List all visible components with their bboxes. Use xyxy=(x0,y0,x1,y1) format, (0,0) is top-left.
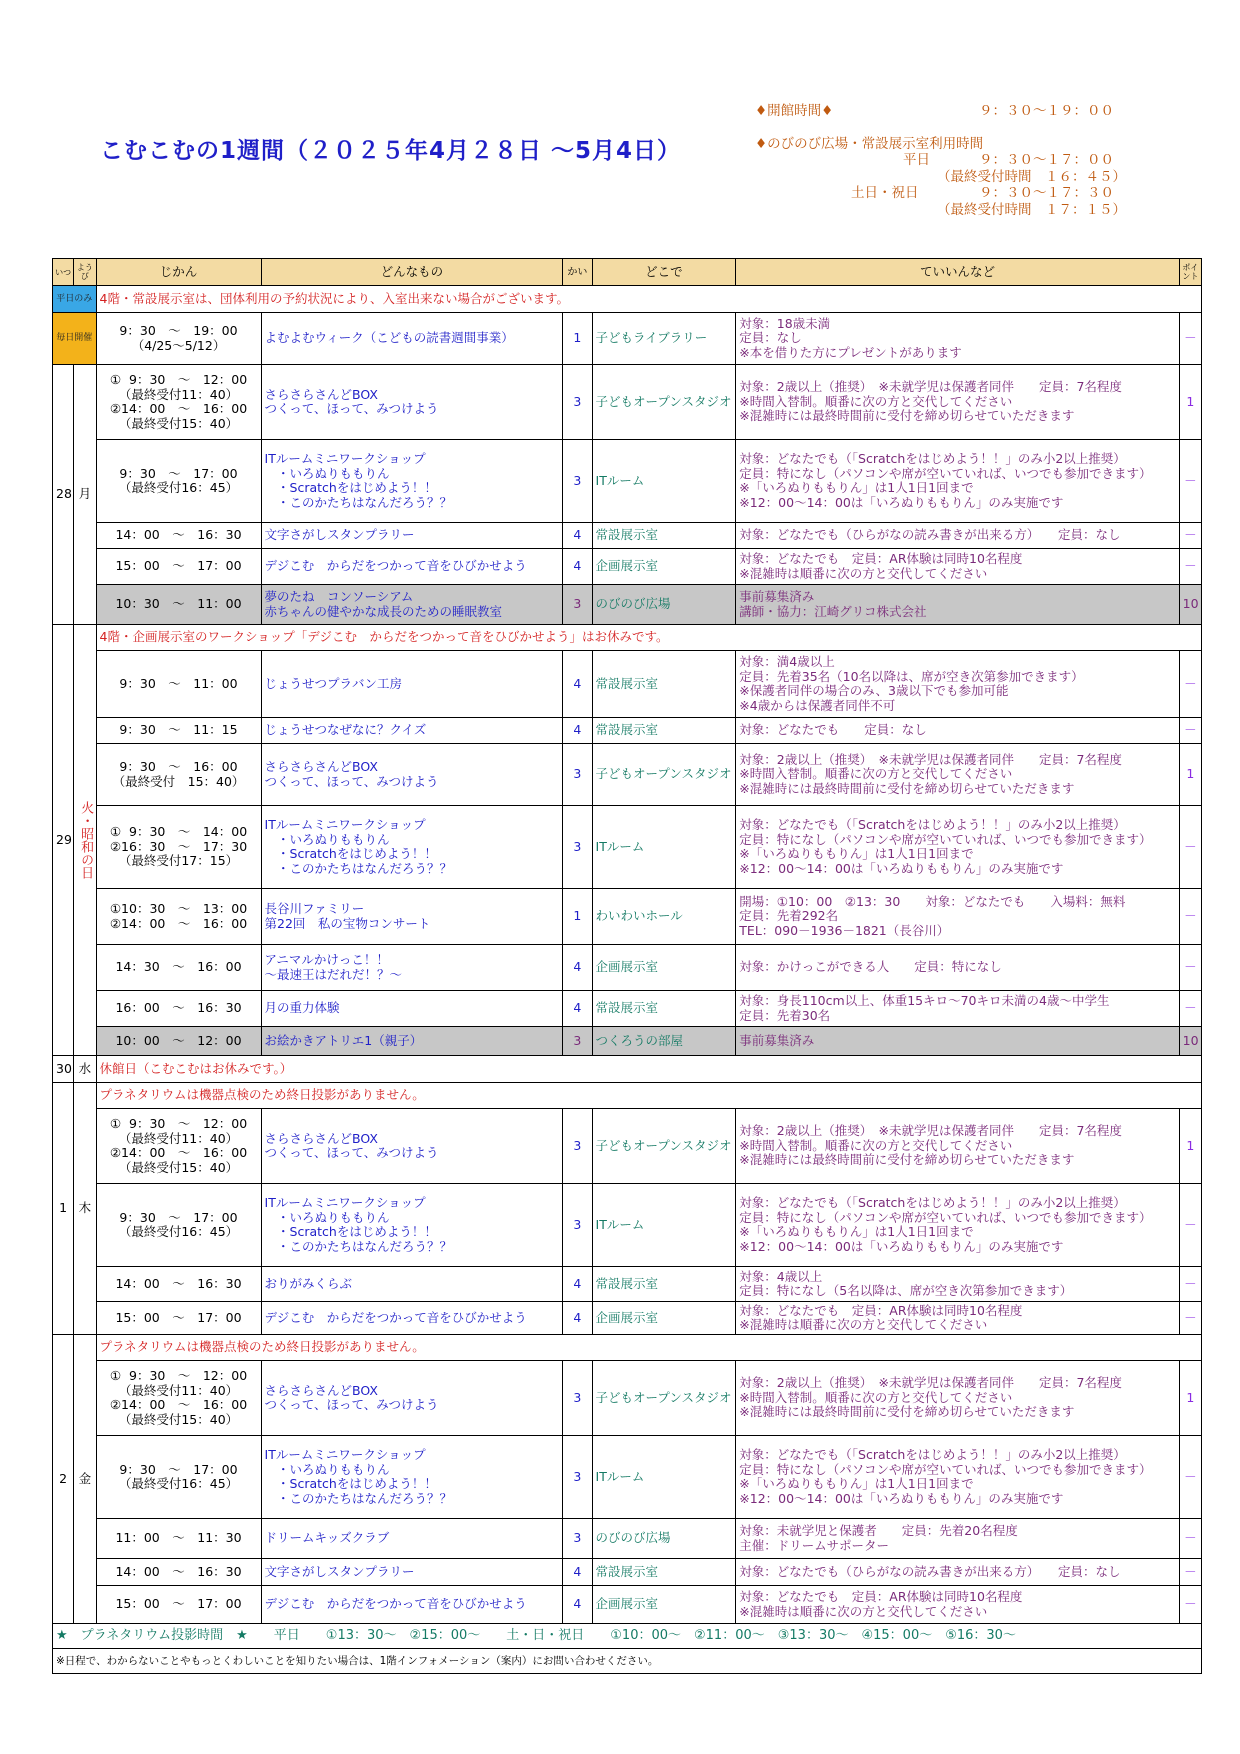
event-place: 企画展示室 xyxy=(592,1302,736,1335)
table-row xyxy=(53,1184,1202,1267)
event-floor: 4 xyxy=(563,718,592,744)
event-place: 子どもオープンスタジオ xyxy=(592,365,736,440)
header-youbi: ようび xyxy=(74,259,96,286)
event-time: 14：00 ～ 16：30 xyxy=(96,523,261,549)
event-point: 1 xyxy=(1179,744,1201,806)
event-info: 対象：2歳以上（推奨） ※未就学児は保護者同伴 定員：7名程度 ※時間入替制。順番に次の方と交代してください ※混雑時には最終時間前に受付を締め切らせていただきます xyxy=(736,1361,1179,1436)
header-row xyxy=(53,259,1202,286)
weekday-only-tag: 平日のみ xyxy=(53,286,97,313)
event-floor: 3 xyxy=(563,1184,592,1267)
event-time: 15：00 ～ 17：00 xyxy=(96,549,261,585)
table-row xyxy=(53,1267,1202,1302)
event-point: － xyxy=(1179,806,1201,889)
event-place: 企画展示室 xyxy=(592,945,736,991)
event-info: 対象：どなたでも（「Scratchをはじめよう！！」のみ小2以上推奨） 定員：特になし（パソコンや席が空いていれば、いつでも参加できます） ※「いろぬりももりん」は1人1日1回まで ※12：00～14：00は「いろぬりももりん」のみ実施です xyxy=(736,806,1179,889)
event-point: － xyxy=(1179,718,1201,744)
event-point: － xyxy=(1179,1436,1201,1519)
event-place: ITルーム xyxy=(592,1436,736,1519)
event-floor: 3 xyxy=(563,1361,592,1436)
holiday-last: （最終受付時間 １７：１５） xyxy=(937,201,1126,218)
weekday-time: ９：３０～１７：００ xyxy=(979,152,1114,168)
event-time: 10：30 ～ 11：00 xyxy=(96,585,261,625)
event-point: － xyxy=(1179,313,1201,365)
event-point: 10 xyxy=(1179,585,1201,625)
event-point: － xyxy=(1179,889,1201,945)
event-floor: 4 xyxy=(563,1267,592,1302)
event-floor: 4 xyxy=(563,1302,592,1335)
event-place: ITルーム xyxy=(592,1184,736,1267)
area-label: ♦のびのび広場・常設展示室利用時間 xyxy=(755,135,984,152)
table-row xyxy=(53,1361,1202,1436)
event-name: さらさらさんどBOX つくって、ほって、みつけよう xyxy=(261,744,563,806)
weekday-label: 平日 xyxy=(903,152,930,168)
header-teiin: ていいんなど xyxy=(736,259,1179,286)
event-name: さらさらさんどBOX つくって、ほって、みつけよう xyxy=(261,1361,563,1436)
event-floor: 3 xyxy=(563,585,592,625)
weekday-notice-row xyxy=(53,286,1202,313)
event-place: ITルーム xyxy=(592,806,736,889)
event-floor: 4 xyxy=(563,945,592,991)
event-point: － xyxy=(1179,440,1201,523)
event-info: 対象：どなたでも（「Scratchをはじめよう！！」のみ小2以上推奨） 定員：特になし（パソコンや席が空いていれば、いつでも参加できます） ※「いろぬりももりん」は1人1日1回まで ※12：00～14：00は「いろぬりももりん」のみ実施です xyxy=(736,1184,1179,1267)
weekday: 月 xyxy=(74,365,96,625)
weekday-notice: 4階・常設展示室は、団体利用の予約状況により、入室出来ない場合がございます。 xyxy=(96,286,1201,313)
event-place: 常設展示室 xyxy=(592,1267,736,1302)
holiday-time: ９：３０～１７：３０ xyxy=(979,185,1114,201)
event-name: お絵かきアトリエ1（親子） xyxy=(261,1027,563,1056)
day-notice: プラネタリウムは機器点検のため終日投影がありません。 xyxy=(96,1335,1201,1361)
event-name: 夢のたね コンソーシアム 赤ちゃんの健やかな成長のための睡眠教室 xyxy=(261,585,563,625)
page-title: こむこむの1週間（２０２５年4月２８日 ～5月4日） xyxy=(100,138,682,164)
event-name: ドリームキッズクラブ xyxy=(261,1519,563,1559)
event-place: 企画展示室 xyxy=(592,549,736,585)
event-floor: 4 xyxy=(563,991,592,1027)
event-time: 9：30 ～ 19：00 （4/25～5/12） xyxy=(96,313,261,365)
opening-hours xyxy=(755,103,1175,218)
event-info: 対象：2歳以上（推奨） ※未就学児は保護者同伴 定員：7名程度 ※時間入替制。順番に次の方と交代してください ※混雑時には最終時間前に受付を締め切らせていただきます xyxy=(736,744,1179,806)
table-row xyxy=(53,523,1202,549)
holiday-label: 土日・祝日 xyxy=(851,185,919,201)
open-time: ９：３０～１９：００ xyxy=(979,103,1114,119)
event-info: 対象：どなたでも（「Scratchをはじめよう！！」のみ小2以上推奨） 定員：特になし（パソコンや席が空いていれば、いつでも参加できます） ※「いろぬりももりん」は1人1日1回まで ※12：00～14：00は「いろぬりももりん」のみ実施です xyxy=(736,1436,1179,1519)
event-floor: 1 xyxy=(563,313,592,365)
event-info: 対象：満4歳以上 定員：先着35名（10名以降は、席が空き次第参加できます） ※保護者同伴の場合のみ、3歳以下でも参加可能 ※4歳からは保護者同伴不可 xyxy=(736,651,1179,718)
event-point: － xyxy=(1179,1586,1201,1624)
event-point: － xyxy=(1179,549,1201,585)
day-notice-row xyxy=(53,1335,1202,1361)
event-point: － xyxy=(1179,1267,1201,1302)
event-point: － xyxy=(1179,1559,1201,1586)
event-time: 9：30 ～ 16：00 （最終受付 15：40） xyxy=(96,744,261,806)
table-row xyxy=(53,440,1202,523)
weekday: 金 xyxy=(74,1335,96,1624)
event-point: － xyxy=(1179,991,1201,1027)
planetarium-times: ★ プラネタリウム投影時間 ★ 平日 ①13：30～ ②15：00～ 土・日・祝日 ①10：00～ ②11：00～ ③13：30～ ④15：00～ ⑤16：30～ xyxy=(53,1624,1202,1649)
event-name: 長谷川ファミリー 第22回 私の宝物コンサート xyxy=(261,889,563,945)
event-place: 子どもオープンスタジオ xyxy=(592,744,736,806)
table-row xyxy=(53,1519,1202,1559)
day-number: 30 xyxy=(53,1056,74,1083)
event-point: 1 xyxy=(1179,365,1201,440)
table-row xyxy=(53,806,1202,889)
event-info: 対象：2歳以上（推奨） ※未就学児は保護者同伴 定員：7名程度 ※時間入替制。順番に次の方と交代してください ※混雑時には最終時間前に受付を締め切らせていただきます xyxy=(736,365,1179,440)
event-point: － xyxy=(1179,1184,1201,1267)
event-info: 対象：かけっこができる人 定員：特になし xyxy=(736,945,1179,991)
event-time: ① 9：30 ～ 14：00 ②16：30 ～ 17：30 （最終受付17：15） xyxy=(96,806,261,889)
header-point: ポイント xyxy=(1179,259,1201,286)
event-name: ITルームミニワークショップ ・いろぬりももりん ・Scratchをはじめよう！！ ・このかたちはなんだろう？？ xyxy=(261,1184,563,1267)
event-place: 子どもオープンスタジオ xyxy=(592,1109,736,1184)
event-name: よむよむウィーク（こどもの読書週間事業） xyxy=(261,313,563,365)
event-time: 15：00 ～ 17：00 xyxy=(96,1586,261,1624)
event-place: 子どもオープンスタジオ xyxy=(592,1361,736,1436)
day-notice-row xyxy=(53,625,1202,651)
event-time: 9：30 ～ 17：00 （最終受付16：45） xyxy=(96,440,261,523)
event-floor: 4 xyxy=(563,549,592,585)
table-row xyxy=(53,991,1202,1027)
event-place: 常設展示室 xyxy=(592,651,736,718)
event-info: 事前募集済み 講師・協力：江崎グリコ株式会社 xyxy=(736,585,1179,625)
weekday-holiday-label: 火・昭和の日 xyxy=(78,801,94,879)
day-notice: 4階・企画展示室のワークショップ「デジこむ からだをつかって音をひびかせよう」はお休みです。 xyxy=(96,625,1201,651)
event-floor: 3 xyxy=(563,1436,592,1519)
event-info: 開場：①10：00 ②13：30 対象：どなたでも 入場料：無料 定員：先着292名 TEL：090－1936－1821（長谷川） xyxy=(736,889,1179,945)
event-point: － xyxy=(1179,1302,1201,1335)
table-row xyxy=(53,651,1202,718)
event-info: 事前募集済み xyxy=(736,1027,1179,1056)
weekday: 水 xyxy=(74,1056,96,1083)
event-floor: 1 xyxy=(563,889,592,945)
event-info: 対象：2歳以上（推奨） ※未就学児は保護者同伴 定員：7名程度 ※時間入替制。順番に次の方と交代してください ※混雑時には最終時間前に受付を締め切らせていただきます xyxy=(736,1109,1179,1184)
event-floor: 4 xyxy=(563,523,592,549)
daily-row xyxy=(53,313,1202,365)
table-row xyxy=(53,945,1202,991)
header-kai: かい xyxy=(563,259,592,286)
table-row xyxy=(53,744,1202,806)
event-floor: 3 xyxy=(563,806,592,889)
day-notice: プラネタリウムは機器点検のため終日投影がありません。 xyxy=(96,1083,1201,1109)
weekday: 木 xyxy=(74,1083,96,1335)
event-floor: 3 xyxy=(563,365,592,440)
event-time: 9：30 ～ 11：00 xyxy=(96,651,261,718)
footnote: ※日程で、わからないことやもっとくわしいことを知りたい場合は、1階インフォメーション（案内）にお問い合わせください。 xyxy=(53,1649,1202,1674)
event-point: 10 xyxy=(1179,1027,1201,1056)
event-place: 子どもライブラリー xyxy=(592,313,736,365)
event-point: － xyxy=(1179,1519,1201,1559)
event-info: 対象：未就学児と保護者 定員：先着20名程度 主催：ドリームサポーター xyxy=(736,1519,1179,1559)
event-floor: 3 xyxy=(563,1519,592,1559)
day-number: 28 xyxy=(53,365,74,625)
event-time: 14：00 ～ 16：30 xyxy=(96,1267,261,1302)
day-number: 2 xyxy=(53,1335,74,1624)
event-place: つくろうの部屋 xyxy=(592,1027,736,1056)
table-row xyxy=(53,1302,1202,1335)
event-info: 対象：どなたでも（ひらがなの読み書きが出来る方） 定員：なし xyxy=(736,523,1179,549)
day-notice-row xyxy=(53,1083,1202,1109)
event-place: 常設展示室 xyxy=(592,991,736,1027)
event-time: 10：00 ～ 12：00 xyxy=(96,1027,261,1056)
event-info: 対象：身長110cm以上、体重15キロ～70キロ未満の4歳～中学生 定員：先着30名 xyxy=(736,991,1179,1027)
event-place: 常設展示室 xyxy=(592,523,736,549)
event-info: 対象：どなたでも（ひらがなの読み書きが出来る方） 定員：なし xyxy=(736,1559,1179,1586)
event-place: 常設展示室 xyxy=(592,1559,736,1586)
event-info: 対象：どなたでも（「Scratchをはじめよう！！」のみ小2以上推奨） 定員：特になし（パソコンや席が空いていれば、いつでも参加できます） ※「いろぬりももりん」は1人1日1回まで ※12：00～14：00は「いろぬりももりん」のみ実施です xyxy=(736,440,1179,523)
header-donna: どんなもの xyxy=(261,259,563,286)
schedule-table xyxy=(52,258,1202,1674)
event-info: 対象：4歳以上 定員：特になし（5名以降は、席が空き次第参加できます） xyxy=(736,1267,1179,1302)
event-point: － xyxy=(1179,651,1201,718)
closed-day-row xyxy=(53,1056,1202,1083)
table-row xyxy=(53,1436,1202,1519)
event-floor: 3 xyxy=(563,744,592,806)
event-name: ITルームミニワークショップ ・いろぬりももりん ・Scratchをはじめよう！！ ・このかたちはなんだろう？？ xyxy=(261,806,563,889)
header-doko: どこで xyxy=(592,259,736,286)
table-row xyxy=(53,1109,1202,1184)
event-name: 文字さがしスタンプラリー xyxy=(261,523,563,549)
event-place: わいわいホール xyxy=(592,889,736,945)
event-point: 1 xyxy=(1179,1109,1201,1184)
event-time: 14：00 ～ 16：30 xyxy=(96,1559,261,1586)
header-itsu: いつ xyxy=(53,259,74,286)
table-row xyxy=(53,1559,1202,1586)
table-row xyxy=(53,1027,1202,1056)
event-place: のびのび広場 xyxy=(592,1519,736,1559)
weekday-last: （最終受付時間 １６：４５） xyxy=(937,168,1126,185)
day-number: 1 xyxy=(53,1083,74,1335)
header-jikan: じかん xyxy=(96,259,261,286)
event-name: じょうせつなぜなに？クイズ xyxy=(261,718,563,744)
event-info: 対象：18歳未満 定員：なし ※本を借りた方にプレゼントがあります xyxy=(736,313,1179,365)
event-floor: 3 xyxy=(563,1027,592,1056)
event-point: － xyxy=(1179,945,1201,991)
event-floor: 4 xyxy=(563,1586,592,1624)
event-time: 9：30 ～ 17：00 （最終受付16：45） xyxy=(96,1436,261,1519)
table-row xyxy=(53,889,1202,945)
open-label: ♦開館時間♦ xyxy=(755,103,834,119)
event-name: さらさらさんどBOX つくって、ほって、みつけよう xyxy=(261,365,563,440)
event-name: デジこむ からだをつかって音をひびかせよう xyxy=(261,1586,563,1624)
event-time: 11：00 ～ 11：30 xyxy=(96,1519,261,1559)
event-time: 14：30 ～ 16：00 xyxy=(96,945,261,991)
event-name: さらさらさんどBOX つくって、ほって、みつけよう xyxy=(261,1109,563,1184)
event-name: 月の重力体験 xyxy=(261,991,563,1027)
event-time: 16：00 ～ 16：30 xyxy=(96,991,261,1027)
event-name: ITルームミニワークショップ ・いろぬりももりん ・Scratchをはじめよう！！ ・このかたちはなんだろう？？ xyxy=(261,1436,563,1519)
footnote-row xyxy=(53,1649,1202,1674)
event-time: 9：30 ～ 17：00 （最終受付16：45） xyxy=(96,1184,261,1267)
event-time: 15：00 ～ 17：00 xyxy=(96,1302,261,1335)
event-name: 文字さがしスタンプラリー xyxy=(261,1559,563,1586)
event-name: デジこむ からだをつかって音をひびかせよう xyxy=(261,1302,563,1335)
planetarium-row xyxy=(53,1624,1202,1649)
closed-notice: 休館日（こむこむはお休みです。） xyxy=(96,1056,1201,1083)
day-number: 29 xyxy=(53,625,74,1056)
table-row xyxy=(53,585,1202,625)
event-name: おりがみくらぶ xyxy=(261,1267,563,1302)
event-name: デジこむ からだをつかって音をひびかせよう xyxy=(261,549,563,585)
event-time: ① 9：30 ～ 12：00 （最終受付11：40） ②14：00 ～ 16：00 （最終受付15：40） xyxy=(96,1109,261,1184)
event-place: のびのび広場 xyxy=(592,585,736,625)
event-time: ① 9：30 ～ 12：00 （最終受付11：40） ②14：00 ～ 16：00 （最終受付15：40） xyxy=(96,365,261,440)
event-name: じょうせつプラバン工房 xyxy=(261,651,563,718)
daily-tag: 毎日開催 xyxy=(53,313,97,365)
event-name: ITルームミニワークショップ ・いろぬりももりん ・Scratchをはじめよう！！ ・このかたちはなんだろう？？ xyxy=(261,440,563,523)
table-row xyxy=(53,1586,1202,1624)
event-place: 企画展示室 xyxy=(592,1586,736,1624)
table-row xyxy=(53,549,1202,585)
event-floor: 4 xyxy=(563,1559,592,1586)
event-floor: 3 xyxy=(563,440,592,523)
table-row xyxy=(53,718,1202,744)
event-point: － xyxy=(1179,523,1201,549)
event-name: アニマルかけっこ！！ ～最速王はだれだ！？～ xyxy=(261,945,563,991)
event-time: 9：30 ～ 11：15 xyxy=(96,718,261,744)
event-info: 対象：どなたでも 定員：なし xyxy=(736,718,1179,744)
event-info: 対象：どなたでも 定員：AR体験は同時10名程度 ※混雑時は順番に次の方と交代してください xyxy=(736,1586,1179,1624)
event-floor: 4 xyxy=(563,651,592,718)
event-floor: 3 xyxy=(563,1109,592,1184)
event-point: 1 xyxy=(1179,1361,1201,1436)
event-time: ① 9：30 ～ 12：00 （最終受付11：40） ②14：00 ～ 16：00 （最終受付15：40） xyxy=(96,1361,261,1436)
event-place: ITルーム xyxy=(592,440,736,523)
event-info: 対象：どなたでも 定員：AR体験は同時10名程度 ※混雑時は順番に次の方と交代してください xyxy=(736,549,1179,585)
weekday xyxy=(74,625,96,1056)
event-place: 常設展示室 xyxy=(592,718,736,744)
event-info: 対象：どなたでも 定員：AR体験は同時10名程度 ※混雑時は順番に次の方と交代してください xyxy=(736,1302,1179,1335)
table-row xyxy=(53,365,1202,440)
event-time: ①10：30 ～ 13：00 ②14：00 ～ 16：00 xyxy=(96,889,261,945)
